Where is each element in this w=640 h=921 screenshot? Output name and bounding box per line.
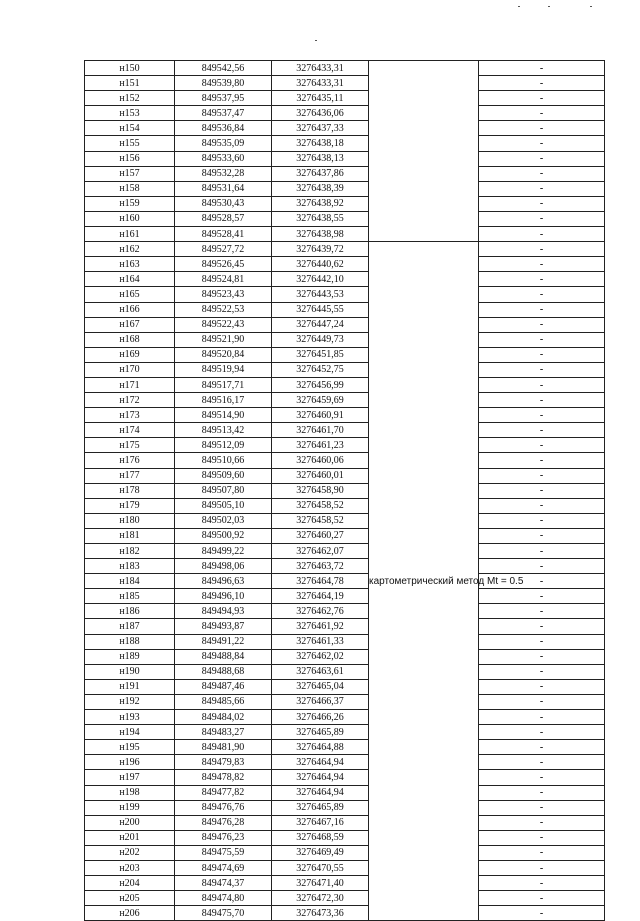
y-coordinate-cell: 3276438,98: [272, 227, 369, 242]
accuracy-dash-cell: -: [479, 679, 605, 694]
y-coordinate-cell: 3276459,69: [272, 393, 369, 408]
point-number-cell: н162: [85, 242, 175, 257]
table-row: [85, 740, 605, 755]
x-coordinate-cell: 849474,37: [175, 876, 272, 891]
table-row: [85, 196, 605, 211]
y-coordinate-cell: 3276470,55: [272, 860, 369, 875]
point-number-cell: н159: [85, 196, 175, 211]
accuracy-dash-cell: -: [479, 513, 605, 528]
point-number-cell: н172: [85, 393, 175, 408]
accuracy-dash-cell: -: [479, 362, 605, 377]
x-coordinate-cell: 849507,80: [175, 483, 272, 498]
point-number-cell: н204: [85, 876, 175, 891]
point-number-cell: н167: [85, 317, 175, 332]
x-coordinate-cell: 849488,68: [175, 664, 272, 679]
table-row: [85, 136, 605, 151]
table-row: [85, 61, 605, 76]
point-number-cell: н197: [85, 770, 175, 785]
point-number-cell: н164: [85, 272, 175, 287]
table-row: [85, 151, 605, 166]
point-number-cell: н177: [85, 468, 175, 483]
y-coordinate-cell: 3276449,73: [272, 332, 369, 347]
y-coordinate-cell: 3276460,27: [272, 528, 369, 543]
x-coordinate-cell: 849513,42: [175, 423, 272, 438]
y-coordinate-cell: 3276464,88: [272, 740, 369, 755]
accuracy-dash-cell: -: [479, 347, 605, 362]
table-row: [85, 634, 605, 649]
accuracy-dash-cell: -: [479, 423, 605, 438]
coordinates-table-body: [85, 61, 605, 921]
y-coordinate-cell: 3276458,90: [272, 483, 369, 498]
y-coordinate-cell: 3276460,01: [272, 468, 369, 483]
point-number-cell: н203: [85, 860, 175, 875]
table-row: [85, 91, 605, 106]
y-coordinate-cell: 3276471,40: [272, 876, 369, 891]
y-coordinate-cell: 3276439,72: [272, 242, 369, 257]
x-coordinate-cell: 849496,63: [175, 574, 272, 589]
accuracy-dash-cell: -: [479, 332, 605, 347]
point-number-cell: н184: [85, 574, 175, 589]
x-coordinate-cell: 849542,56: [175, 61, 272, 76]
x-coordinate-cell: 849509,60: [175, 468, 272, 483]
x-coordinate-cell: 849474,80: [175, 891, 272, 906]
x-coordinate-cell: 849474,69: [175, 860, 272, 875]
accuracy-dash-cell: -: [479, 891, 605, 906]
table-row: [85, 800, 605, 815]
x-coordinate-cell: 849537,47: [175, 106, 272, 121]
y-coordinate-cell: 3276461,23: [272, 438, 369, 453]
accuracy-dash-cell: -: [479, 151, 605, 166]
x-coordinate-cell: 849494,93: [175, 604, 272, 619]
x-coordinate-cell: 849526,45: [175, 257, 272, 272]
x-coordinate-cell: 849519,94: [175, 362, 272, 377]
x-coordinate-cell: 849481,90: [175, 740, 272, 755]
accuracy-dash-cell: -: [479, 393, 605, 408]
table-row: [85, 438, 605, 453]
x-coordinate-cell: 849484,02: [175, 710, 272, 725]
y-coordinate-cell: 3276433,31: [272, 61, 369, 76]
x-coordinate-cell: 849517,71: [175, 377, 272, 392]
y-coordinate-cell: 3276460,06: [272, 453, 369, 468]
point-number-cell: н171: [85, 377, 175, 392]
table-row: [85, 544, 605, 559]
y-coordinate-cell: 3276469,49: [272, 845, 369, 860]
point-number-cell: н193: [85, 710, 175, 725]
accuracy-dash-cell: -: [479, 755, 605, 770]
y-coordinate-cell: 3276461,92: [272, 619, 369, 634]
accuracy-dash-cell: -: [479, 906, 605, 921]
table-row: [85, 181, 605, 196]
table-row: [85, 287, 605, 302]
point-number-cell: н200: [85, 815, 175, 830]
accuracy-dash-cell: -: [479, 800, 605, 815]
x-coordinate-cell: 849476,76: [175, 800, 272, 815]
table-row: [85, 906, 605, 921]
accuracy-dash-cell: -: [479, 211, 605, 226]
x-coordinate-cell: 849516,17: [175, 393, 272, 408]
y-coordinate-cell: 3276433,31: [272, 76, 369, 91]
x-coordinate-cell: 849488,84: [175, 649, 272, 664]
accuracy-dash-cell: -: [479, 664, 605, 679]
method-description-cell: картометрический метод Mt = 0.5: [369, 242, 479, 921]
point-number-cell: н187: [85, 619, 175, 634]
accuracy-dash-cell: -: [479, 876, 605, 891]
point-number-cell: н152: [85, 91, 175, 106]
y-coordinate-cell: 3276465,89: [272, 725, 369, 740]
table-row: [85, 272, 605, 287]
x-coordinate-cell: 849476,23: [175, 830, 272, 845]
accuracy-dash-cell: -: [479, 694, 605, 709]
table-row: [85, 513, 605, 528]
x-coordinate-cell: 849520,84: [175, 347, 272, 362]
y-coordinate-cell: 3276464,94: [272, 770, 369, 785]
table-row: [85, 891, 605, 906]
accuracy-dash-cell: -: [479, 166, 605, 181]
x-coordinate-cell: 849530,43: [175, 196, 272, 211]
table-row: [85, 876, 605, 891]
table-row: [85, 393, 605, 408]
accuracy-dash-cell: -: [479, 196, 605, 211]
table-row: [85, 619, 605, 634]
table-row: [85, 483, 605, 498]
accuracy-dash-cell: -: [479, 227, 605, 242]
point-number-cell: н165: [85, 287, 175, 302]
table-row: [85, 574, 605, 589]
accuracy-dash-cell: -: [479, 408, 605, 423]
y-coordinate-cell: 3276461,33: [272, 634, 369, 649]
x-coordinate-cell: 849512,09: [175, 438, 272, 453]
table-row: [85, 770, 605, 785]
accuracy-dash-cell: -: [479, 317, 605, 332]
table-row: [85, 227, 605, 242]
accuracy-dash-cell: -: [479, 287, 605, 302]
y-coordinate-cell: 3276467,16: [272, 815, 369, 830]
x-coordinate-cell: 849505,10: [175, 498, 272, 513]
point-number-cell: н157: [85, 166, 175, 181]
x-coordinate-cell: 849514,90: [175, 408, 272, 423]
point-number-cell: н205: [85, 891, 175, 906]
scan-speck: [518, 6, 520, 7]
accuracy-dash-cell: -: [479, 91, 605, 106]
point-number-cell: н188: [85, 634, 175, 649]
accuracy-dash-cell: -: [479, 136, 605, 151]
table-row: [85, 468, 605, 483]
table-row: [85, 332, 605, 347]
x-coordinate-cell: 849485,66: [175, 694, 272, 709]
point-number-cell: н182: [85, 544, 175, 559]
y-coordinate-cell: 3276462,07: [272, 544, 369, 559]
table-row: [85, 604, 605, 619]
accuracy-dash-cell: -: [479, 589, 605, 604]
accuracy-dash-cell: -: [479, 785, 605, 800]
accuracy-dash-cell: -: [479, 860, 605, 875]
accuracy-dash-cell: -: [479, 634, 605, 649]
method-cell-empty: [369, 61, 479, 242]
table-row: [85, 257, 605, 272]
x-coordinate-cell: 849528,57: [175, 211, 272, 226]
y-coordinate-cell: 3276462,76: [272, 604, 369, 619]
x-coordinate-cell: 849522,53: [175, 302, 272, 317]
point-number-cell: н181: [85, 528, 175, 543]
table-row: [85, 860, 605, 875]
x-coordinate-cell: 849478,82: [175, 770, 272, 785]
y-coordinate-cell: 3276445,55: [272, 302, 369, 317]
y-coordinate-cell: 3276437,33: [272, 121, 369, 136]
accuracy-dash-cell: -: [479, 725, 605, 740]
point-number-cell: н179: [85, 498, 175, 513]
accuracy-dash-cell: -: [479, 528, 605, 543]
accuracy-dash-cell: -: [479, 830, 605, 845]
table-row: [85, 649, 605, 664]
accuracy-dash-cell: -: [479, 181, 605, 196]
point-number-cell: н194: [85, 725, 175, 740]
y-coordinate-cell: 3276465,89: [272, 800, 369, 815]
table-row: [85, 710, 605, 725]
y-coordinate-cell: 3276440,62: [272, 257, 369, 272]
y-coordinate-cell: 3276472,30: [272, 891, 369, 906]
table-row: [85, 528, 605, 543]
accuracy-dash-cell: -: [479, 257, 605, 272]
y-coordinate-cell: 3276438,55: [272, 211, 369, 226]
x-coordinate-cell: 849500,92: [175, 528, 272, 543]
x-coordinate-cell: 849522,43: [175, 317, 272, 332]
x-coordinate-cell: 849479,83: [175, 755, 272, 770]
accuracy-dash-cell: -: [479, 377, 605, 392]
x-coordinate-cell: 849498,06: [175, 559, 272, 574]
accuracy-dash-cell: -: [479, 845, 605, 860]
point-number-cell: н176: [85, 453, 175, 468]
table-row: [85, 589, 605, 604]
point-number-cell: н155: [85, 136, 175, 151]
y-coordinate-cell: 3276447,24: [272, 317, 369, 332]
x-coordinate-cell: 849533,60: [175, 151, 272, 166]
point-number-cell: н169: [85, 347, 175, 362]
point-number-cell: н170: [85, 362, 175, 377]
point-number-cell: н158: [85, 181, 175, 196]
x-coordinate-cell: 849531,64: [175, 181, 272, 196]
scan-speck: [315, 40, 317, 41]
x-coordinate-cell: 849510,66: [175, 453, 272, 468]
accuracy-dash-cell: -: [479, 61, 605, 76]
x-coordinate-cell: 849493,87: [175, 619, 272, 634]
scan-speck: [548, 6, 550, 7]
accuracy-dash-cell: -: [479, 559, 605, 574]
accuracy-dash-cell: -: [479, 815, 605, 830]
accuracy-dash-cell: -: [479, 106, 605, 121]
accuracy-dash-cell: -: [479, 770, 605, 785]
point-number-cell: н178: [85, 483, 175, 498]
x-coordinate-cell: 849535,09: [175, 136, 272, 151]
table-row: [85, 121, 605, 136]
table-row: [85, 694, 605, 709]
accuracy-dash-cell: -: [479, 76, 605, 91]
y-coordinate-cell: 3276466,26: [272, 710, 369, 725]
y-coordinate-cell: 3276438,18: [272, 136, 369, 151]
x-coordinate-cell: 849475,70: [175, 906, 272, 921]
x-coordinate-cell: 849477,82: [175, 785, 272, 800]
y-coordinate-cell: 3276461,70: [272, 423, 369, 438]
table-row: [85, 785, 605, 800]
point-number-cell: н173: [85, 408, 175, 423]
table-row: [85, 377, 605, 392]
table-row: [85, 347, 605, 362]
point-number-cell: н175: [85, 438, 175, 453]
accuracy-dash-cell: -: [479, 302, 605, 317]
point-number-cell: н180: [85, 513, 175, 528]
y-coordinate-cell: 3276464,78: [272, 574, 369, 589]
y-coordinate-cell: 3276456,99: [272, 377, 369, 392]
y-coordinate-cell: 3276466,37: [272, 694, 369, 709]
x-coordinate-cell: 849487,46: [175, 679, 272, 694]
y-coordinate-cell: 3276442,10: [272, 272, 369, 287]
x-coordinate-cell: 849527,72: [175, 242, 272, 257]
accuracy-dash-cell: -: [479, 604, 605, 619]
table-row: [85, 166, 605, 181]
accuracy-dash-cell: -: [479, 544, 605, 559]
accuracy-dash-cell: -: [479, 649, 605, 664]
x-coordinate-cell: 849502,03: [175, 513, 272, 528]
y-coordinate-cell: 3276465,04: [272, 679, 369, 694]
y-coordinate-cell: 3276473,36: [272, 906, 369, 921]
point-number-cell: н150: [85, 61, 175, 76]
point-number-cell: н192: [85, 694, 175, 709]
y-coordinate-cell: 3276438,13: [272, 151, 369, 166]
point-number-cell: н156: [85, 151, 175, 166]
x-coordinate-cell: 849528,41: [175, 227, 272, 242]
point-number-cell: н199: [85, 800, 175, 815]
point-number-cell: н154: [85, 121, 175, 136]
y-coordinate-cell: 3276458,52: [272, 498, 369, 513]
accuracy-dash-cell: -: [479, 619, 605, 634]
accuracy-dash-cell: -: [479, 710, 605, 725]
x-coordinate-cell: 849521,90: [175, 332, 272, 347]
point-number-cell: н160: [85, 211, 175, 226]
point-number-cell: н174: [85, 423, 175, 438]
table-row: [85, 211, 605, 226]
table-row: [85, 317, 605, 332]
table-row: [85, 242, 605, 257]
point-number-cell: н189: [85, 649, 175, 664]
table-row: [85, 559, 605, 574]
accuracy-dash-cell: -: [479, 438, 605, 453]
x-coordinate-cell: 849523,43: [175, 287, 272, 302]
y-coordinate-cell: 3276438,92: [272, 196, 369, 211]
table-row: [85, 845, 605, 860]
point-number-cell: н183: [85, 559, 175, 574]
x-coordinate-cell: 849499,22: [175, 544, 272, 559]
point-number-cell: н190: [85, 664, 175, 679]
point-number-cell: н151: [85, 76, 175, 91]
accuracy-dash-cell: -: [479, 453, 605, 468]
table-row: [85, 725, 605, 740]
table-row: [85, 453, 605, 468]
y-coordinate-cell: 3276462,02: [272, 649, 369, 664]
y-coordinate-cell: 3276464,94: [272, 785, 369, 800]
y-coordinate-cell: 3276464,94: [272, 755, 369, 770]
table-row: [85, 498, 605, 513]
table-row: [85, 76, 605, 91]
x-coordinate-cell: 849524,81: [175, 272, 272, 287]
point-number-cell: н185: [85, 589, 175, 604]
x-coordinate-cell: 849539,80: [175, 76, 272, 91]
point-number-cell: н191: [85, 679, 175, 694]
accuracy-dash-cell: -: [479, 468, 605, 483]
table-row: [85, 679, 605, 694]
table-row: [85, 423, 605, 438]
y-coordinate-cell: 3276460,91: [272, 408, 369, 423]
x-coordinate-cell: 849491,22: [175, 634, 272, 649]
point-number-cell: н202: [85, 845, 175, 860]
x-coordinate-cell: 849475,59: [175, 845, 272, 860]
table-row: [85, 815, 605, 830]
table-row: [85, 302, 605, 317]
table-row: [85, 664, 605, 679]
table-row: [85, 106, 605, 121]
y-coordinate-cell: 3276438,39: [272, 181, 369, 196]
y-coordinate-cell: 3276463,61: [272, 664, 369, 679]
x-coordinate-cell: 849483,27: [175, 725, 272, 740]
x-coordinate-cell: 849537,95: [175, 91, 272, 106]
y-coordinate-cell: 3276452,75: [272, 362, 369, 377]
coordinates-table: [84, 60, 605, 921]
x-coordinate-cell: 849532,28: [175, 166, 272, 181]
accuracy-dash-cell: -: [479, 272, 605, 287]
y-coordinate-cell: 3276443,53: [272, 287, 369, 302]
y-coordinate-cell: 3276463,72: [272, 559, 369, 574]
accuracy-dash-cell: -: [479, 498, 605, 513]
y-coordinate-cell: 3276437,86: [272, 166, 369, 181]
point-number-cell: н195: [85, 740, 175, 755]
point-number-cell: н198: [85, 785, 175, 800]
y-coordinate-cell: 3276464,19: [272, 589, 369, 604]
y-coordinate-cell: 3276458,52: [272, 513, 369, 528]
point-number-cell: н166: [85, 302, 175, 317]
table-row: [85, 830, 605, 845]
point-number-cell: н186: [85, 604, 175, 619]
x-coordinate-cell: 849536,84: [175, 121, 272, 136]
accuracy-dash-cell: -: [479, 242, 605, 257]
y-coordinate-cell: 3276451,85: [272, 347, 369, 362]
accuracy-dash-cell: -: [479, 740, 605, 755]
table-row: [85, 408, 605, 423]
point-number-cell: н161: [85, 227, 175, 242]
point-number-cell: н168: [85, 332, 175, 347]
x-coordinate-cell: 849476,28: [175, 815, 272, 830]
y-coordinate-cell: 3276436,06: [272, 106, 369, 121]
y-coordinate-cell: 3276468,59: [272, 830, 369, 845]
accuracy-dash-cell: -: [479, 574, 605, 589]
table-row: [85, 362, 605, 377]
point-number-cell: н206: [85, 906, 175, 921]
point-number-cell: н163: [85, 257, 175, 272]
point-number-cell: н201: [85, 830, 175, 845]
accuracy-dash-cell: -: [479, 121, 605, 136]
point-number-cell: н196: [85, 755, 175, 770]
x-coordinate-cell: 849496,10: [175, 589, 272, 604]
accuracy-dash-cell: -: [479, 483, 605, 498]
scan-speck: [590, 6, 592, 7]
y-coordinate-cell: 3276435,11: [272, 91, 369, 106]
table-row: [85, 755, 605, 770]
point-number-cell: н153: [85, 106, 175, 121]
